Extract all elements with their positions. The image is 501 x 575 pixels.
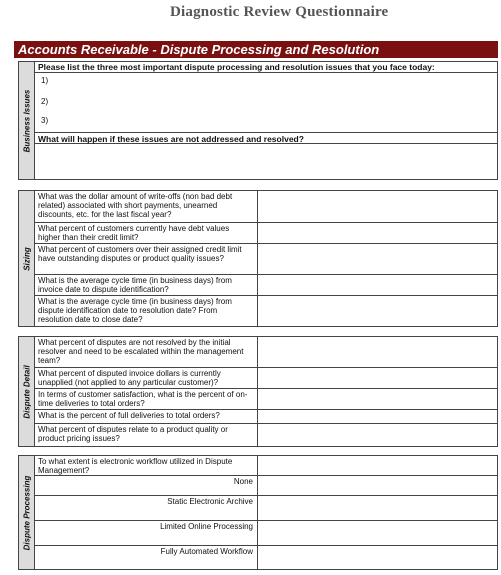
answer-field[interactable] — [257, 389, 497, 409]
followup-answer[interactable] — [35, 145, 497, 179]
dispute-processing-question: To what extent is electronic workflow utilized in Dispute Management? — [35, 456, 497, 476]
business-issues-label: Business Issues — [19, 62, 35, 179]
issue-1[interactable]: 1) — [41, 76, 49, 85]
option-none: None — [233, 477, 253, 486]
dispute-detail-question: In terms of customer satisfaction, what is the percent of on-time deliveries to total orders? — [35, 389, 497, 410]
business-issues-block — [18, 61, 498, 180]
section-title: Accounts Receivable - Dispute Processing and Resolution — [14, 41, 498, 58]
sizing-block — [18, 190, 498, 327]
page-title: Diagnostic Review Questionnaire — [170, 4, 389, 20]
answer-field[interactable] — [257, 275, 497, 295]
dispute-detail-question: What is the percent of full deliveries to total orders? — [35, 410, 497, 424]
option-row — [35, 546, 497, 570]
option-row — [35, 521, 497, 546]
answer-field[interactable] — [257, 410, 497, 423]
answer-field[interactable] — [257, 337, 497, 367]
dispute-detail-block — [18, 336, 498, 447]
option-fully-automated: Fully Automated Workflow — [160, 547, 253, 556]
answer-field[interactable] — [257, 546, 497, 570]
option-row — [35, 496, 497, 521]
sizing-question: What is the average cycle time (in business days) from dispute identification date to resolution date? From resolution date to close date? — [35, 296, 497, 327]
business-issues-followup: What will happen if these issues are not addressed and resolved? — [35, 132, 497, 144]
sizing-question: What is the average cycle time (in business days) from invoice date to dispute identification? — [35, 275, 497, 296]
dispute-detail-question: What percent of disputed invoice dollars is currently unapplied (not applied to any particular customer)? — [35, 368, 497, 389]
sizing-question: What was the dollar amount of write-offs (non bad debt related) associated with short payments, unearned discounts, etc. for the last fiscal year? — [35, 191, 497, 223]
option-limited-online: Limited Online Processing — [160, 522, 253, 531]
answer-field[interactable] — [257, 223, 497, 243]
dispute-processing-label: Dispute Processing — [19, 456, 35, 569]
option-row — [35, 476, 497, 496]
issue-3[interactable]: 3) — [41, 116, 49, 125]
dispute-detail-question: What percent of disputes are not resolved by the initial resolver and need to be escalated within the management team? — [35, 337, 497, 368]
dispute-detail-question: What percent of disputes relate to a product quality or product pricing issues? — [35, 424, 497, 447]
dispute-processing-block — [18, 455, 498, 570]
business-issues-prompt: Please list the three most important dispute processing and resolution issues that you face today: — [35, 62, 497, 73]
sizing-label: Sizing — [19, 191, 35, 326]
answer-field[interactable] — [257, 424, 497, 447]
sizing-question: What percent of customers over their assigned credit limit have outstanding disputes or product quality issues? — [35, 244, 497, 275]
answer-field[interactable] — [257, 456, 497, 475]
option-static-archive: Static Electronic Archive — [167, 497, 253, 506]
answer-field[interactable] — [257, 521, 497, 545]
answer-field[interactable] — [257, 191, 497, 222]
issue-2[interactable]: 2) — [41, 97, 49, 106]
sizing-question: What percent of customers currently have debt values higher than their credit limit? — [35, 223, 497, 244]
dispute-detail-label: Dispute Detail — [19, 337, 35, 446]
answer-field[interactable] — [257, 476, 497, 495]
answer-field[interactable] — [257, 496, 497, 520]
answer-field[interactable] — [257, 244, 497, 274]
answer-field[interactable] — [257, 296, 497, 327]
answer-field[interactable] — [257, 368, 497, 388]
